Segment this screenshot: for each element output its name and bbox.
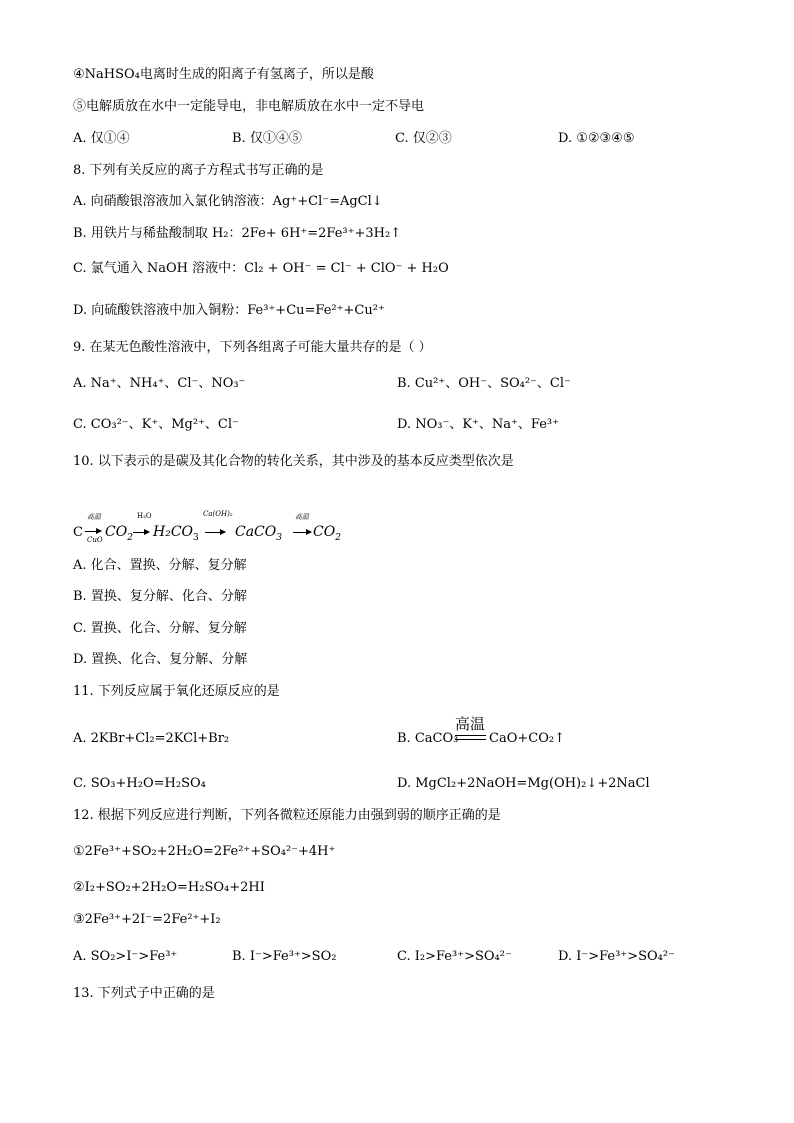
q12-reaction-2: ②I₂+SO₂+2H₂O=H₂SO₄+2HI [73,880,265,895]
q7-option-a[interactable]: A. 仅①④ [73,131,130,146]
q12-stem: 12. 根据下列反应进行判断，下列各微粒还原能力由强到弱的顺序正确的是 [73,808,501,823]
q8-option-b[interactable]: B. 用铁片与稀盐酸制取 H₂：2Fe+ 6H⁺=2Fe³⁺+3H₂↑ [73,226,402,241]
q12-option-d[interactable]: D. I⁻>Fe³⁺>SO₄²⁻ [558,949,675,964]
q7-option-d[interactable]: D. ①②③④⑤ [558,131,635,146]
chain-arrow-1 [85,531,101,532]
q12-option-c[interactable]: C. I₂>Fe³⁺>SO₄²⁻ [397,949,512,964]
q11-option-b-condition: 高温 [455,715,486,733]
chain-co2-2: $CO_2$ [313,524,341,543]
q13-stem: 13. 下列式子中正确的是 [73,986,215,1001]
q8-option-a[interactable]: A. 向硝酸银溶液加入氯化钠溶液：Ag⁺+Cl⁻=AgCl↓ [73,194,383,209]
q11-option-a[interactable]: A. 2KBr+Cl₂=2KCl+Br₂ [73,731,230,746]
q8-option-d[interactable]: D. 向硫酸铁溶液中加入铜粉：Fe³⁺+Cu=Fe²⁺+Cu²⁺ [73,303,385,318]
chain-arrow-4 [293,532,311,533]
q11-stem: 11. 下列反应属于氧化还原反应的是 [73,684,280,699]
q10-stem: 10. 以下表示的是碳及其化合物的转化关系，其中涉及的基本反应类型依次是 [73,454,514,469]
chain-cond-1-bottom: CuO [87,536,103,544]
chain-cond-3: Ca(OH)₂ [203,510,233,518]
chain-c: C [73,525,83,540]
q9-stem: 9. 在某无色酸性溶液中，下列各组离子可能大量共存的是（ ） [73,340,432,355]
statement-4: ④NaHSO₄电离时生成的阳离子有氢离子，所以是酸 [73,67,374,82]
q10-option-c[interactable]: C. 置换、化合、分解、复分解 [73,621,247,636]
q8-option-c[interactable]: C. 氯气通入 NaOH 溶液中：Cl₂ + OH⁻ = Cl⁻ + ClO⁻ + H₂O [73,261,449,276]
q11-option-b-right[interactable]: CaO+CO₂↑ [489,731,565,746]
chain-cond-1-top: 高温 [87,513,101,521]
chain-cond-2: H₂O [137,512,152,520]
chain-arrow-3 [205,532,225,533]
q7-option-c[interactable]: C. 仅②③ [395,131,452,146]
chain-cond-4: 高温 [295,513,309,521]
q11-option-c[interactable]: C. SO₃+H₂O=H₂SO₄ [73,776,206,791]
q8-stem: 8. 下列有关反应的离子方程式书写正确的是 [73,163,324,178]
q12-reaction-3: ③2Fe³⁺+2I⁻=2Fe²⁺+I₂ [73,912,221,927]
q10-option-a[interactable]: A. 化合、置换、分解、复分解 [73,558,247,573]
q10-option-b[interactable]: B. 置换、复分解、化合、分解 [73,589,247,604]
q11-option-b-equals [455,735,486,740]
chain-caco3: CaCO$_3$ [235,524,282,543]
q10-option-d[interactable]: D. 置换、化合、复分解、分解 [73,652,248,667]
q11-option-b-left[interactable]: B. CaCO₃ [397,731,459,746]
chain-co2-1: $CO_2$ [105,524,133,543]
carbon-conversion-chain [73,512,473,544]
q12-option-a[interactable]: A. SO₂>I⁻>Fe³⁺ [73,949,178,964]
q9-option-d[interactable]: D. NO₃⁻、K⁺、Na⁺、Fe³⁺ [397,417,559,432]
statement-5: ⑤电解质放在水中一定能导电，非电解质放在水中一定不导电 [73,99,425,114]
q12-reaction-1: ①2Fe³⁺+SO₂+2H₂O=2Fe²⁺+SO₄²⁻+4H⁺ [73,844,336,859]
q7-option-b[interactable]: B. 仅①④⑤ [232,131,302,146]
q9-option-c[interactable]: C. CO₃²⁻、K⁺、Mg²⁺、Cl⁻ [73,417,239,432]
q9-option-a[interactable]: A. Na⁺、NH₄⁺、Cl⁻、NO₃⁻ [73,376,246,391]
q11-option-d[interactable]: D. MgCl₂+2NaOH=Mg(OH)₂↓+2NaCl [397,776,650,791]
chain-arrow-2 [133,532,149,533]
q9-option-b[interactable]: B. Cu²⁺、OH⁻、SO₄²⁻、Cl⁻ [397,376,571,391]
q12-option-b[interactable]: B. I⁻>Fe³⁺>SO₂ [232,949,337,964]
chain-h2co3: $H_2CO_3$ [153,524,199,543]
